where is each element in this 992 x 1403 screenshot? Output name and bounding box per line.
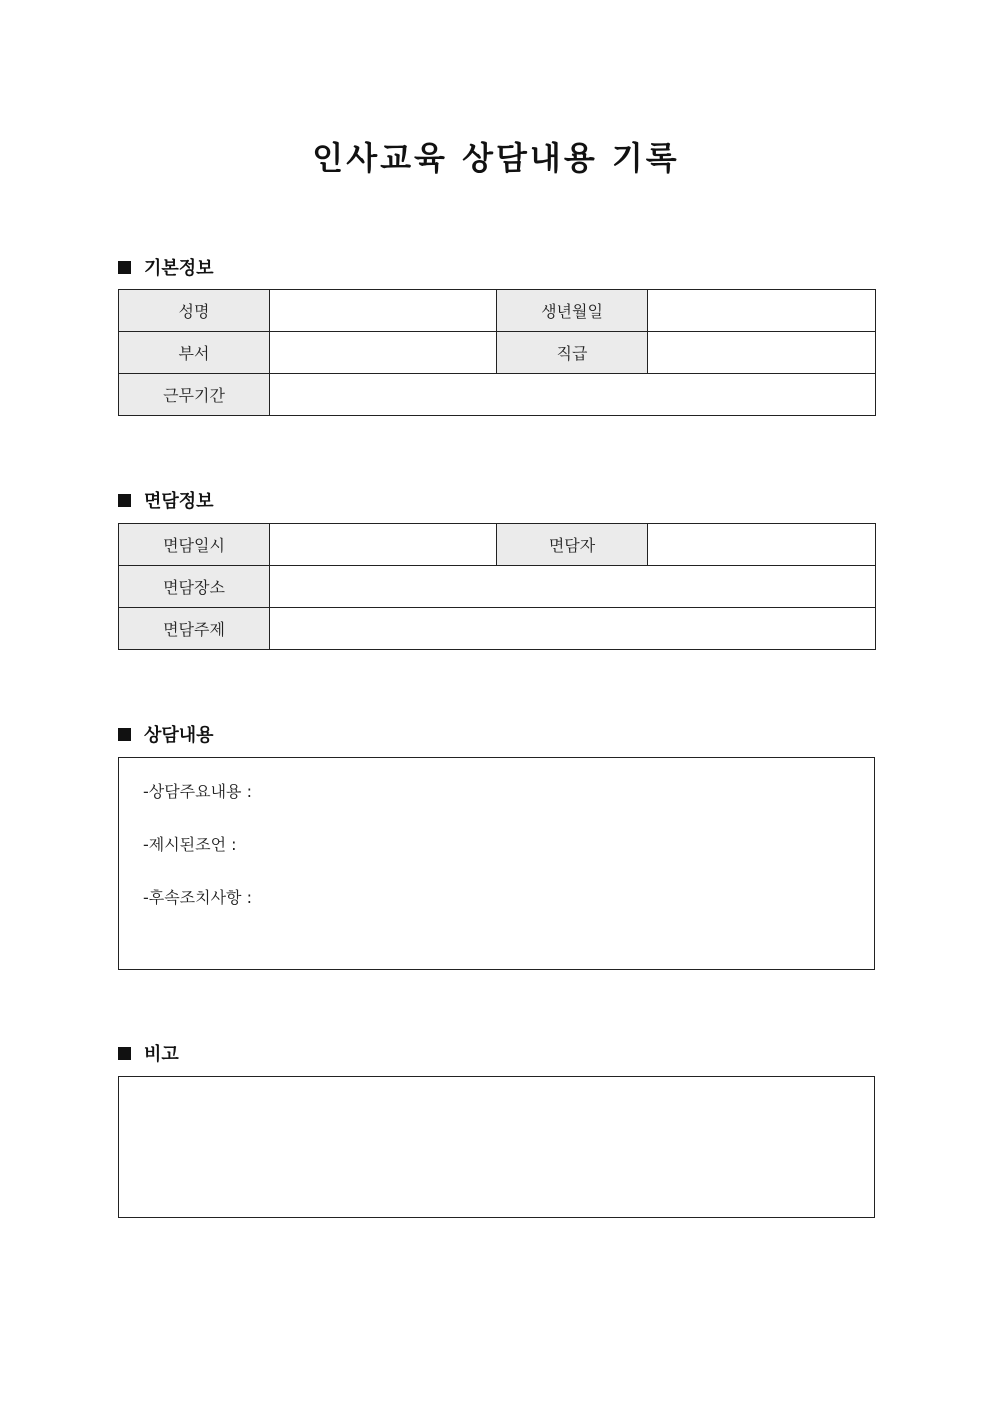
square-bullet-icon — [118, 494, 131, 507]
section-heading-interview — [118, 487, 214, 513]
table-row — [119, 290, 876, 332]
interview-topic-label: 면담주제 — [119, 608, 270, 650]
interview-info-table — [118, 523, 876, 650]
interview-place-label: 면담장소 — [119, 566, 270, 608]
document-title: 인사교육 상담내용 기록 — [312, 139, 680, 177]
table-row — [119, 608, 876, 650]
basic-info-table — [118, 289, 876, 416]
birth-label: 생년월일 — [497, 290, 648, 332]
section-heading-basic-label: 기본정보 — [144, 258, 214, 279]
interview-datetime-field[interactable] — [270, 524, 497, 566]
table-row — [119, 566, 876, 608]
section-heading-content — [118, 721, 214, 747]
dept-label: 부서 — [119, 332, 270, 374]
counseling-content-box[interactable] — [118, 757, 875, 970]
rank-field[interactable] — [648, 332, 876, 374]
remarks-box[interactable] — [118, 1076, 875, 1218]
interview-place-field[interactable] — [270, 566, 876, 608]
section-heading-remarks — [118, 1040, 179, 1066]
section-heading-content-label: 상담내용 — [144, 725, 214, 746]
period-label: 근무기간 — [119, 374, 270, 416]
table-row — [119, 524, 876, 566]
interviewer-label: 면담자 — [497, 524, 648, 566]
birth-field[interactable] — [648, 290, 876, 332]
section-heading-remarks-label: 비고 — [144, 1044, 179, 1065]
square-bullet-icon — [118, 261, 131, 274]
advice-label: -제시된조언 : — [143, 835, 237, 854]
table-row — [119, 374, 876, 416]
rank-label: 직급 — [497, 332, 648, 374]
interview-datetime-label: 면담일시 — [119, 524, 270, 566]
section-heading-interview-label: 면담정보 — [144, 491, 214, 512]
table-row — [119, 332, 876, 374]
square-bullet-icon — [118, 1047, 131, 1060]
interviewer-field[interactable] — [648, 524, 876, 566]
period-field[interactable] — [270, 374, 876, 416]
interview-topic-field[interactable] — [270, 608, 876, 650]
square-bullet-icon — [118, 728, 131, 741]
followup-label: -후속조치사항 : — [143, 888, 252, 907]
counseling-main-label: -상담주요내용 : — [143, 782, 252, 801]
section-heading-basic — [118, 254, 214, 280]
dept-field[interactable] — [270, 332, 497, 374]
name-label: 성명 — [119, 290, 270, 332]
name-field[interactable] — [270, 290, 497, 332]
